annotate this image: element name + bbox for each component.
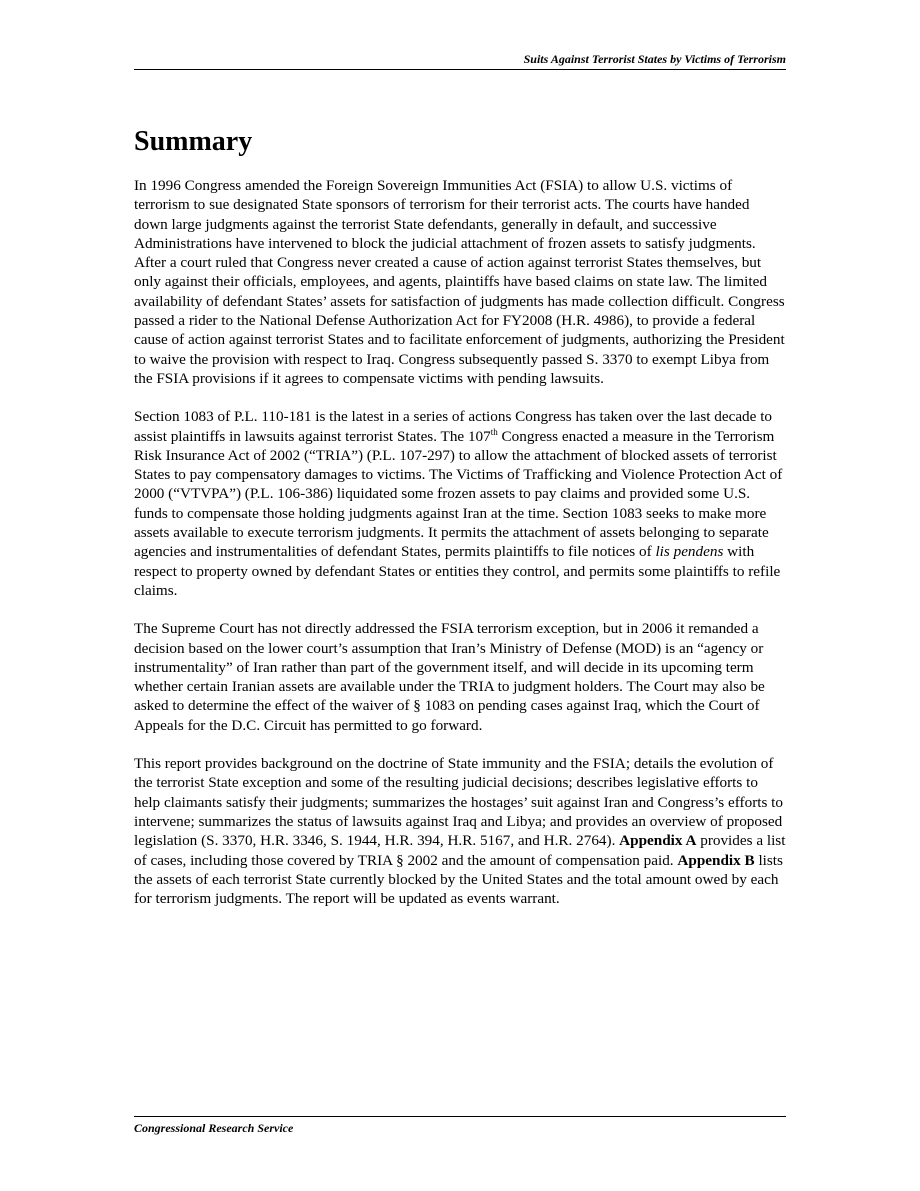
appendix-a-ref: Appendix A [619,832,697,850]
summary-body [134,176,786,927]
italic-term: lis pendens [655,543,724,561]
paragraph-3: The Supreme Court has not directly addressed the FSIA terrorism exception, but in 2006 it remanded a decision based on the lower court’s assumption that Iran’s Ministry of Defense (MOD) is an “agency or instrumentality” of Iran rather than part of the government itself, and will decide in its upcoming term whether certain Iranian assets are available under the TRIA to judgment holders. The Court may also be asked to determine the effect of the waiver of § 1083 on pending cases against Iraq, which the Court of Appeals for the D.C. Circuit has permitted to go forward. [134,620,765,734]
page-title: Summary [134,126,253,157]
footer-publisher: Congressional Research Service [134,1121,294,1135]
page-footer [134,1116,786,1136]
superscript-th: th [490,426,498,437]
paragraph-4: This report provides background on the doctrine of State immunity and the FSIA; details the evolution of the terrorist State exception and some of the resulting judicial decisions; describes legislative efforts to help claimants satisfy their judgments; summarizes the hostages’ suit against Iran and Congress’s efforts to intervene; summarizes the status of lawsuits against Iraq and Libya; and provides an overview of proposed legislation (S. 3370, H.R. 3346, S. 1944, H.R. 394, H.R. 5167, and H.R. 2764). Appendix A provides a list of cases, including those covered by TRIA § 2002 and the amount of compensation paid. Appendix B lists the assets of each terrorist State currently blocked by the United States and the total amount owed by each for terrorism judgments. The report will be updated as events warrant. [134,755,786,908]
paragraph-2: Section 1083 of P.L. 110-181 is the latest in a series of actions Congress has taken over the last decade to assist plaintiffs in lawsuits against terrorist States. The 107th Congress enacted a measure in the Terrorism Risk Insurance Act of 2002 (“TRIA”) (P.L. 107-297) to allow the attachment of blocked assets of terrorist States to pay compensatory damages to victims. The Victims of Trafficking and Violence Protection Act of 2000 (“VTVPA”) (P.L. 106-386) liquidated some frozen assets to pay claims and provided some U.S. funds to compensate those holding judgments against Iran at the time. Section 1083 seeks to make more assets available to execute terrorism judgments. It permits the attachment of assets belonging to separate agencies and instrumentalities of defendant States, permits plaintiffs to file notices of lis pendens with respect to property owned by defendant States or entities they control, and permits some plaintiffs to refile claims. [134,408,783,599]
running-header [134,52,786,70]
paragraph-1: In 1996 Congress amended the Foreign Sovereign Immunities Act (FSIA) to allow U.S. victims of terrorism to sue designated State sponsors of terrorism for their terrorist acts. The courts have handed down large judgments against the terrorist State defendants, generally in default, and successive Administrations have intervened to block the judicial attachment of frozen assets to satisfy judgments. After a court ruled that Congress never created a cause of action against terrorist States themselves, but only against their officials, employees, and agents, plaintiffs have based claims on state law. The limited availability of defendant States’ assets for satisfaction of judgments has made collection difficult. Congress passed a rider to the National Defense Authorization Act for FY2008 (H.R. 4986), to provide a federal cause of action against terrorist States and to facilitate enforcement of judgments, authorizing the President to waive the provision with respect to Iraq. Congress subsequently passed S. 3370 to exempt Libya from the FSIA provisions if it agrees to compensate victims with pending lawsuits. [134,177,785,387]
appendix-b-ref: Appendix B [677,851,755,869]
running-title: Suits Against Terrorist States by Victims of Terrorism [523,52,786,66]
